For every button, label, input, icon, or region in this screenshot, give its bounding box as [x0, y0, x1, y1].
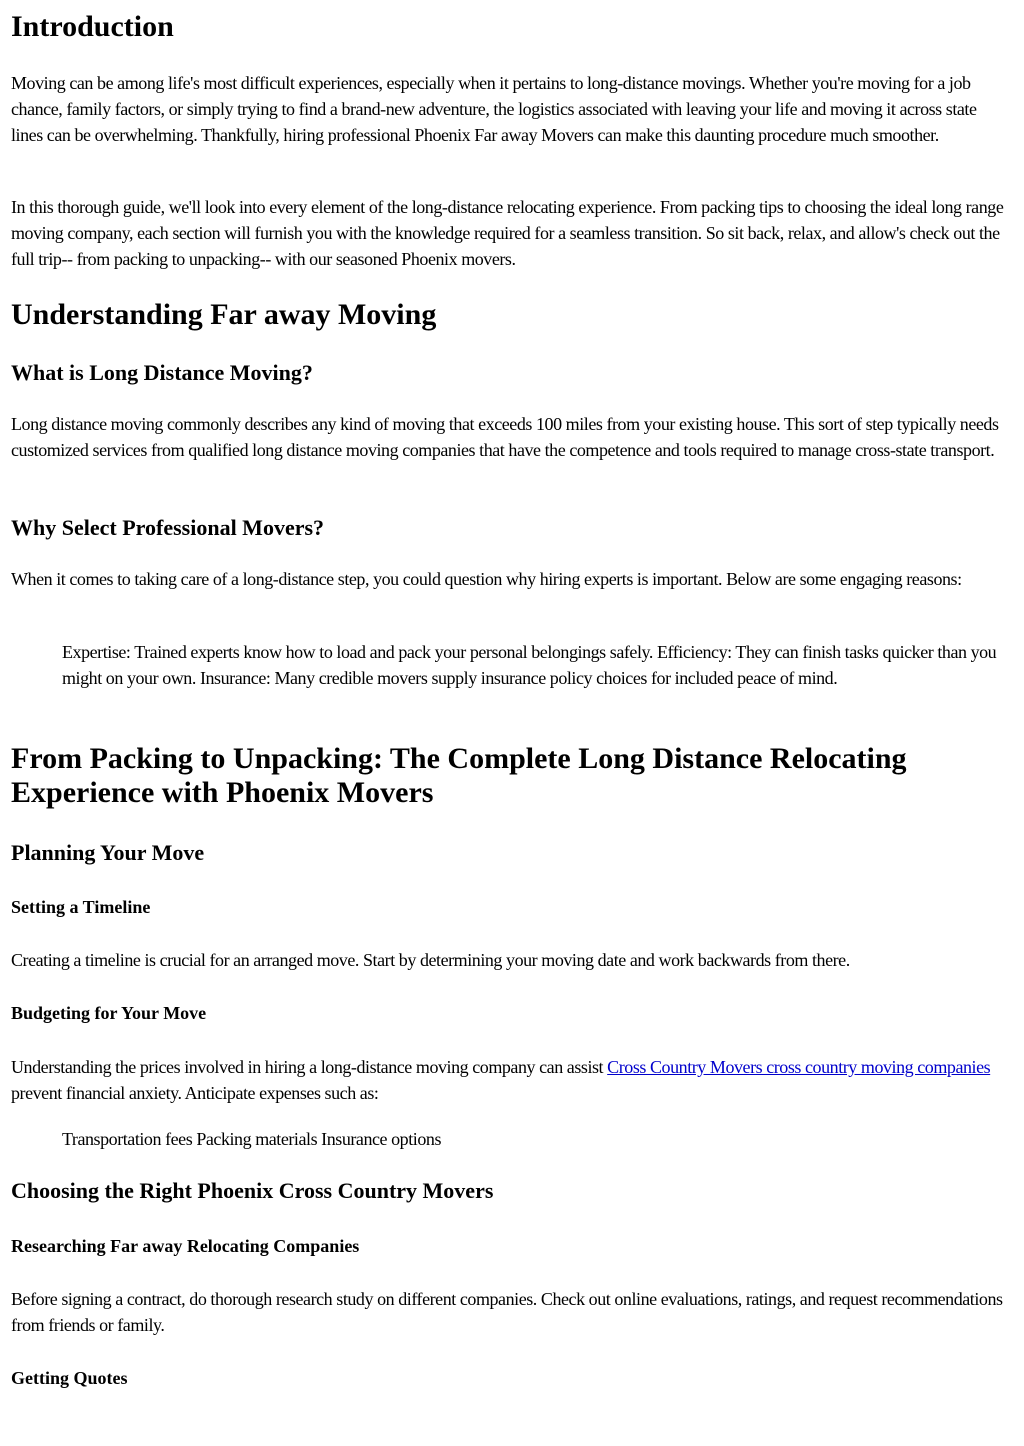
- heading-choosing-movers: Choosing the Right Phoenix Cross Country Movers: [11, 1178, 494, 1203]
- paragraph-what-is: Long distance moving commonly describes any kind of moving that exceeds 100 miles from your existing house. This sort of step typically needs customized services from qualified long distance moving companies that have the competence and tools required to manage cross-state transport.: [11, 414, 999, 460]
- paragraph-researching: Before signing a contract, do thorough research study on different companies. Check out online evaluations, ratings, and request recommendations from friends or family.: [11, 1289, 1003, 1335]
- heading-budgeting: Budgeting for Your Move: [11, 1003, 207, 1023]
- heading-why-professional: Why Select Professional Movers?: [11, 515, 325, 540]
- paragraph-budgeting: [11, 1054, 1012, 1106]
- heading-understanding: Understanding Far away Moving: [11, 298, 437, 331]
- heading-what-is-long-distance: What is Long Distance Moving?: [11, 360, 313, 385]
- heading-main-title: From Packing to Unpacking: The Complete Long Distance Relocating Experience with Phoenix Movers: [11, 742, 907, 809]
- paragraph-timeline: Creating a timeline is crucial for an arranged move. Start by determining your moving date and work backwards from there.: [11, 950, 850, 970]
- heading-setting-timeline: Setting a Timeline: [11, 897, 151, 917]
- paragraph-intro-2: In this thorough guide, we'll look into every element of the long-distance relocating experience. From packing tips to choosing the ideal long range moving company, each section will furnish you with the knowledge required for a seamless transition. So sit back, relax, and allow's check out the full trip-- from packing to unpacking-- with our seasoned Phoenix movers.: [11, 197, 1004, 269]
- heading-planning: Planning Your Move: [11, 840, 205, 865]
- heading-researching: Researching Far away Relocating Companies: [11, 1236, 360, 1256]
- list-expenses: Transportation fees Packing materials Insurance options: [62, 1129, 441, 1149]
- paragraph-intro-1: Moving can be among life's most difficult experiences, especially when it pertains to long-distance movings. Whether you're moving for a job chance, family factors, or simply trying to find a brand-new adventure, the logistics associated with leaving your life and moving it across state lines can be overwhelming. Thankfully, hiring professional Phoenix Far away Movers can make this daunting procedure much smoother.: [11, 73, 977, 145]
- heading-getting-quotes: Getting Quotes: [11, 1368, 128, 1388]
- budget-text-before: Understanding the prices involved in hiring a long-distance moving company can assist: [11, 1057, 608, 1077]
- heading-introduction: Introduction: [11, 10, 174, 43]
- paragraph-why: When it comes to taking care of a long-distance step, you could question why hiring experts is important. Below are some engaging reasons:: [11, 569, 962, 589]
- list-reasons: Expertise: Trained experts know how to load and pack your personal belongings safely. Efficiency: They can finish tasks quicker than you might on your own. Insurance: Many credible movers supply insurance policy choices for included peace of mind.: [62, 642, 997, 688]
- cross-country-movers-link[interactable]: Cross Country Movers cross country moving companies: [607, 1057, 991, 1077]
- budget-text-after: prevent financial anxiety. Anticipate expenses such as:: [11, 1083, 379, 1103]
